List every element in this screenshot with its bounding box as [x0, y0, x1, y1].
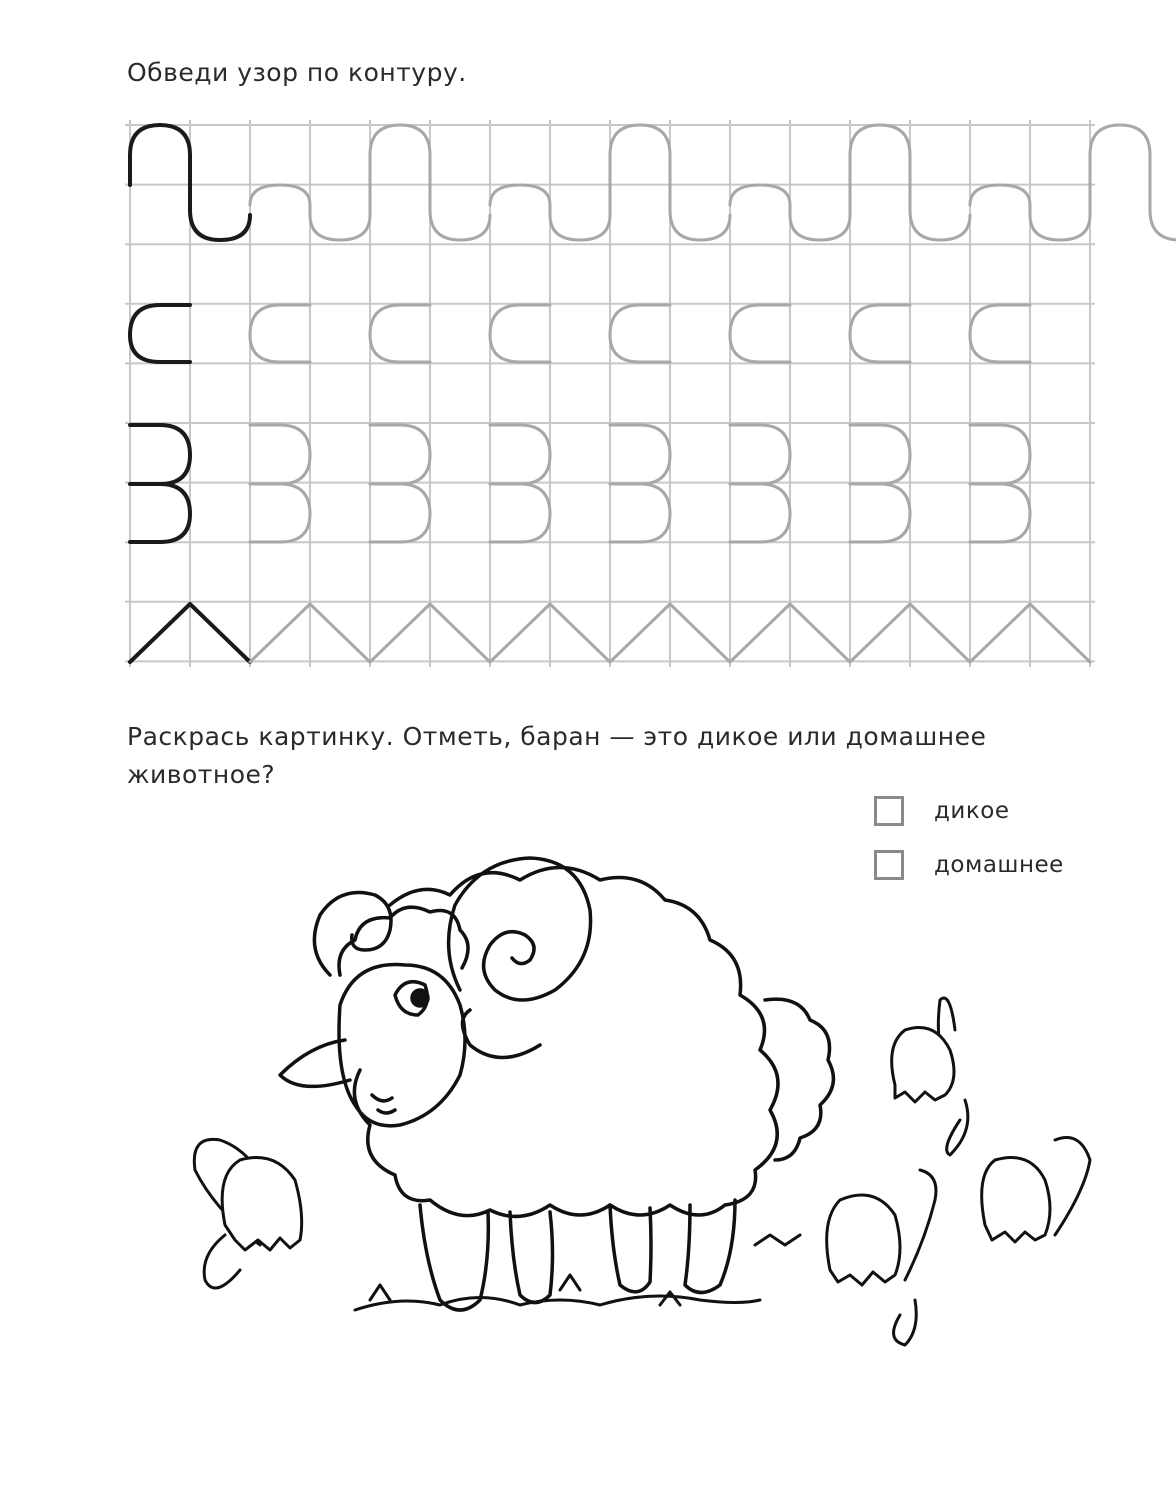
ram-body — [354, 868, 778, 1217]
ram-front-legs — [420, 1205, 553, 1310]
ram-head — [339, 965, 465, 1126]
ram-mouth — [372, 1095, 395, 1113]
ram-rear-wool — [765, 999, 833, 1160]
option-wild-label: дикое — [934, 798, 1010, 824]
ram-pupil — [412, 990, 428, 1006]
task1-instruction: Обведи узор по контуру. — [127, 58, 467, 87]
option-domestic-label: домашнее — [934, 852, 1064, 878]
task2-instruction: Раскрась картинку. Отметь, баран — это дикое или домашнее животное? — [127, 722, 987, 789]
bellflower-heads — [222, 1028, 1050, 1286]
ram-big-horn-inner — [463, 1010, 541, 1058]
ram-small-horn — [314, 893, 391, 976]
bellflower-leaves — [194, 998, 1090, 1345]
grass — [355, 1235, 800, 1310]
